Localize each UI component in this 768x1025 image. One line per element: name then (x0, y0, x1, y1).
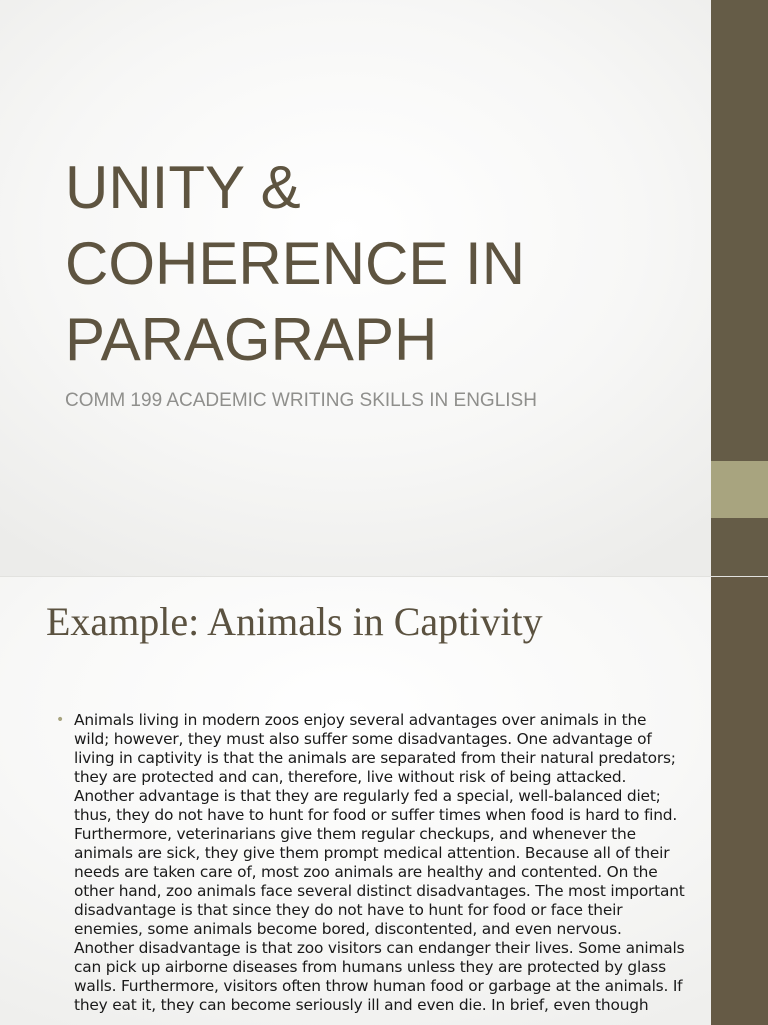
list-item (56, 711, 686, 1015)
slide-side-accent (711, 461, 768, 518)
slide-side-bar (711, 577, 768, 1025)
example-paragraph: Animals living in modern zoos enjoy several advantages over animals in the wild; however, they must also suffer some disadvantages. One advantage of living in captivity is that the animals are separated from their natural predators; they are protected and can, therefore, live without risk of being attacked. Another advantage is that they are regularly fed a special, well-balanced diet; thus, they do not have to hunt for food or suffer times when food is hard to find. Furthermore, veterinarians give them regular checkups, and whenever the animals are sick, they give them prompt medical attention. Because all of their needs are taken care of, most zoo animals are healthy and contented. On the other hand, zoo animals face several distinct disadvantages. The most important disadvantage is that since they do not have to hunt for food or face their enemies, some animals become bored, discontented, and even nervous. Another disadvantage is that zoo visitors can endanger their lives. Some animals can pick up airborne diseases from humans unless they are protected by glass walls. Furthermore, visitors often throw human food or garbage at the animals. If they eat it, they can become seriously ill and even die. In brief, even though (74, 711, 685, 1014)
slide-subtitle: COMM 199 ACADEMIC WRITING SKILLS IN ENGLISH (65, 390, 537, 411)
slide-title: UNITY & COHERENCE IN PARAGRAPH (65, 154, 526, 373)
bullet-icon: • (56, 712, 65, 728)
example-bullet-list (56, 711, 686, 1015)
example-heading: Example: Animals in Captivity (46, 599, 543, 644)
